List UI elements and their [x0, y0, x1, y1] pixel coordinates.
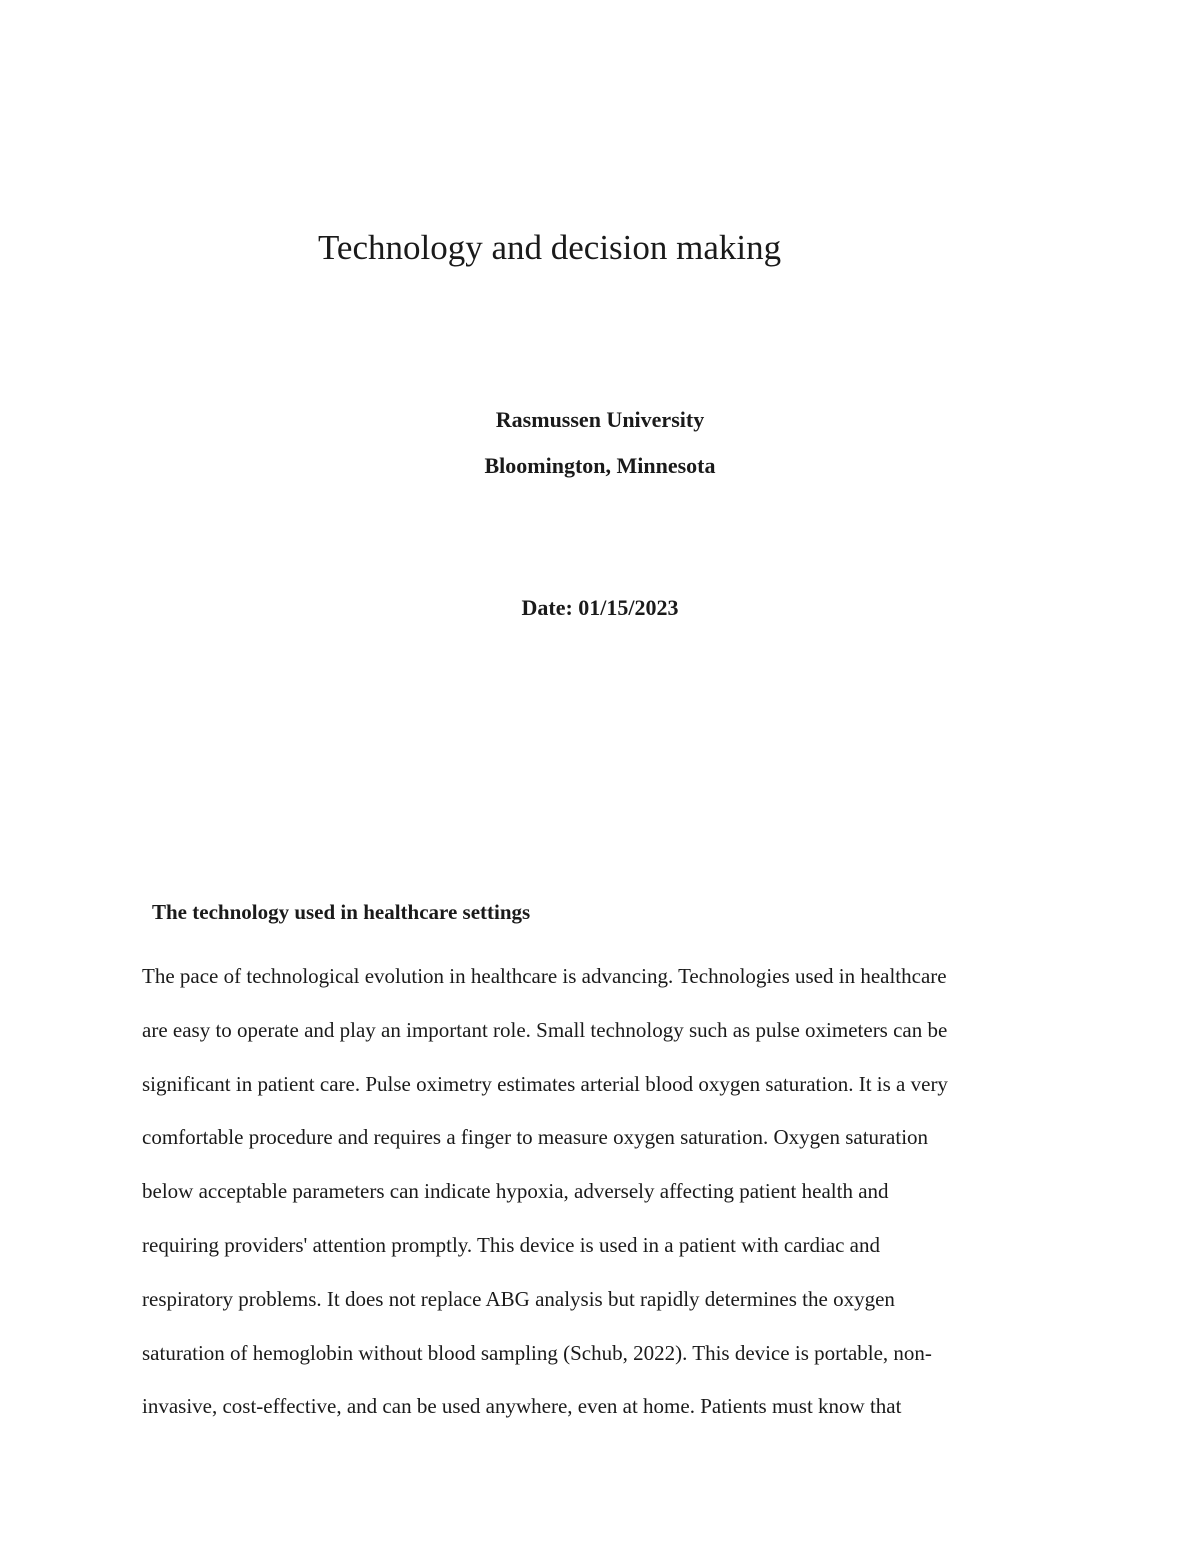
document-date: Date: 01/15/2023 [521, 595, 679, 620]
body-line: significant in patient care. Pulse oximetry estimates arterial blood oxygen saturation. It is a very [142, 1071, 948, 1096]
body-line: comfortable procedure and requires a finger to measure oxygen saturation. Oxygen saturation [142, 1125, 929, 1150]
body-line: The pace of technological evolution in healthcare is advancing. Technologies used in healthcare [142, 964, 947, 988]
section-heading: The technology used in healthcare settings [152, 900, 531, 924]
institution-location: Bloomington, Minnesota [484, 453, 716, 478]
body-line: respiratory problems. It does not replace ABG analysis but rapidly determines the oxygen [142, 1286, 895, 1311]
institution-name: Rasmussen University [495, 407, 705, 432]
document-title: Technology and decision making [318, 228, 782, 267]
section-body [142, 950, 1062, 1434]
body-line: invasive, cost-effective, and can be used anywhere, even at home. Patients must know that [142, 1394, 902, 1419]
body-line: are easy to operate and play an important role. Small technology such as pulse oximeters can be [142, 1017, 948, 1042]
body-line: saturation of hemoglobin without blood sampling (Schub, 2022). This device is portable, non- [142, 1340, 932, 1365]
body-line: requiring providers' attention promptly. This device is used in a patient with cardiac and [142, 1232, 881, 1257]
body-line: below acceptable parameters can indicate hypoxia, adversely affecting patient health and [142, 1179, 889, 1204]
